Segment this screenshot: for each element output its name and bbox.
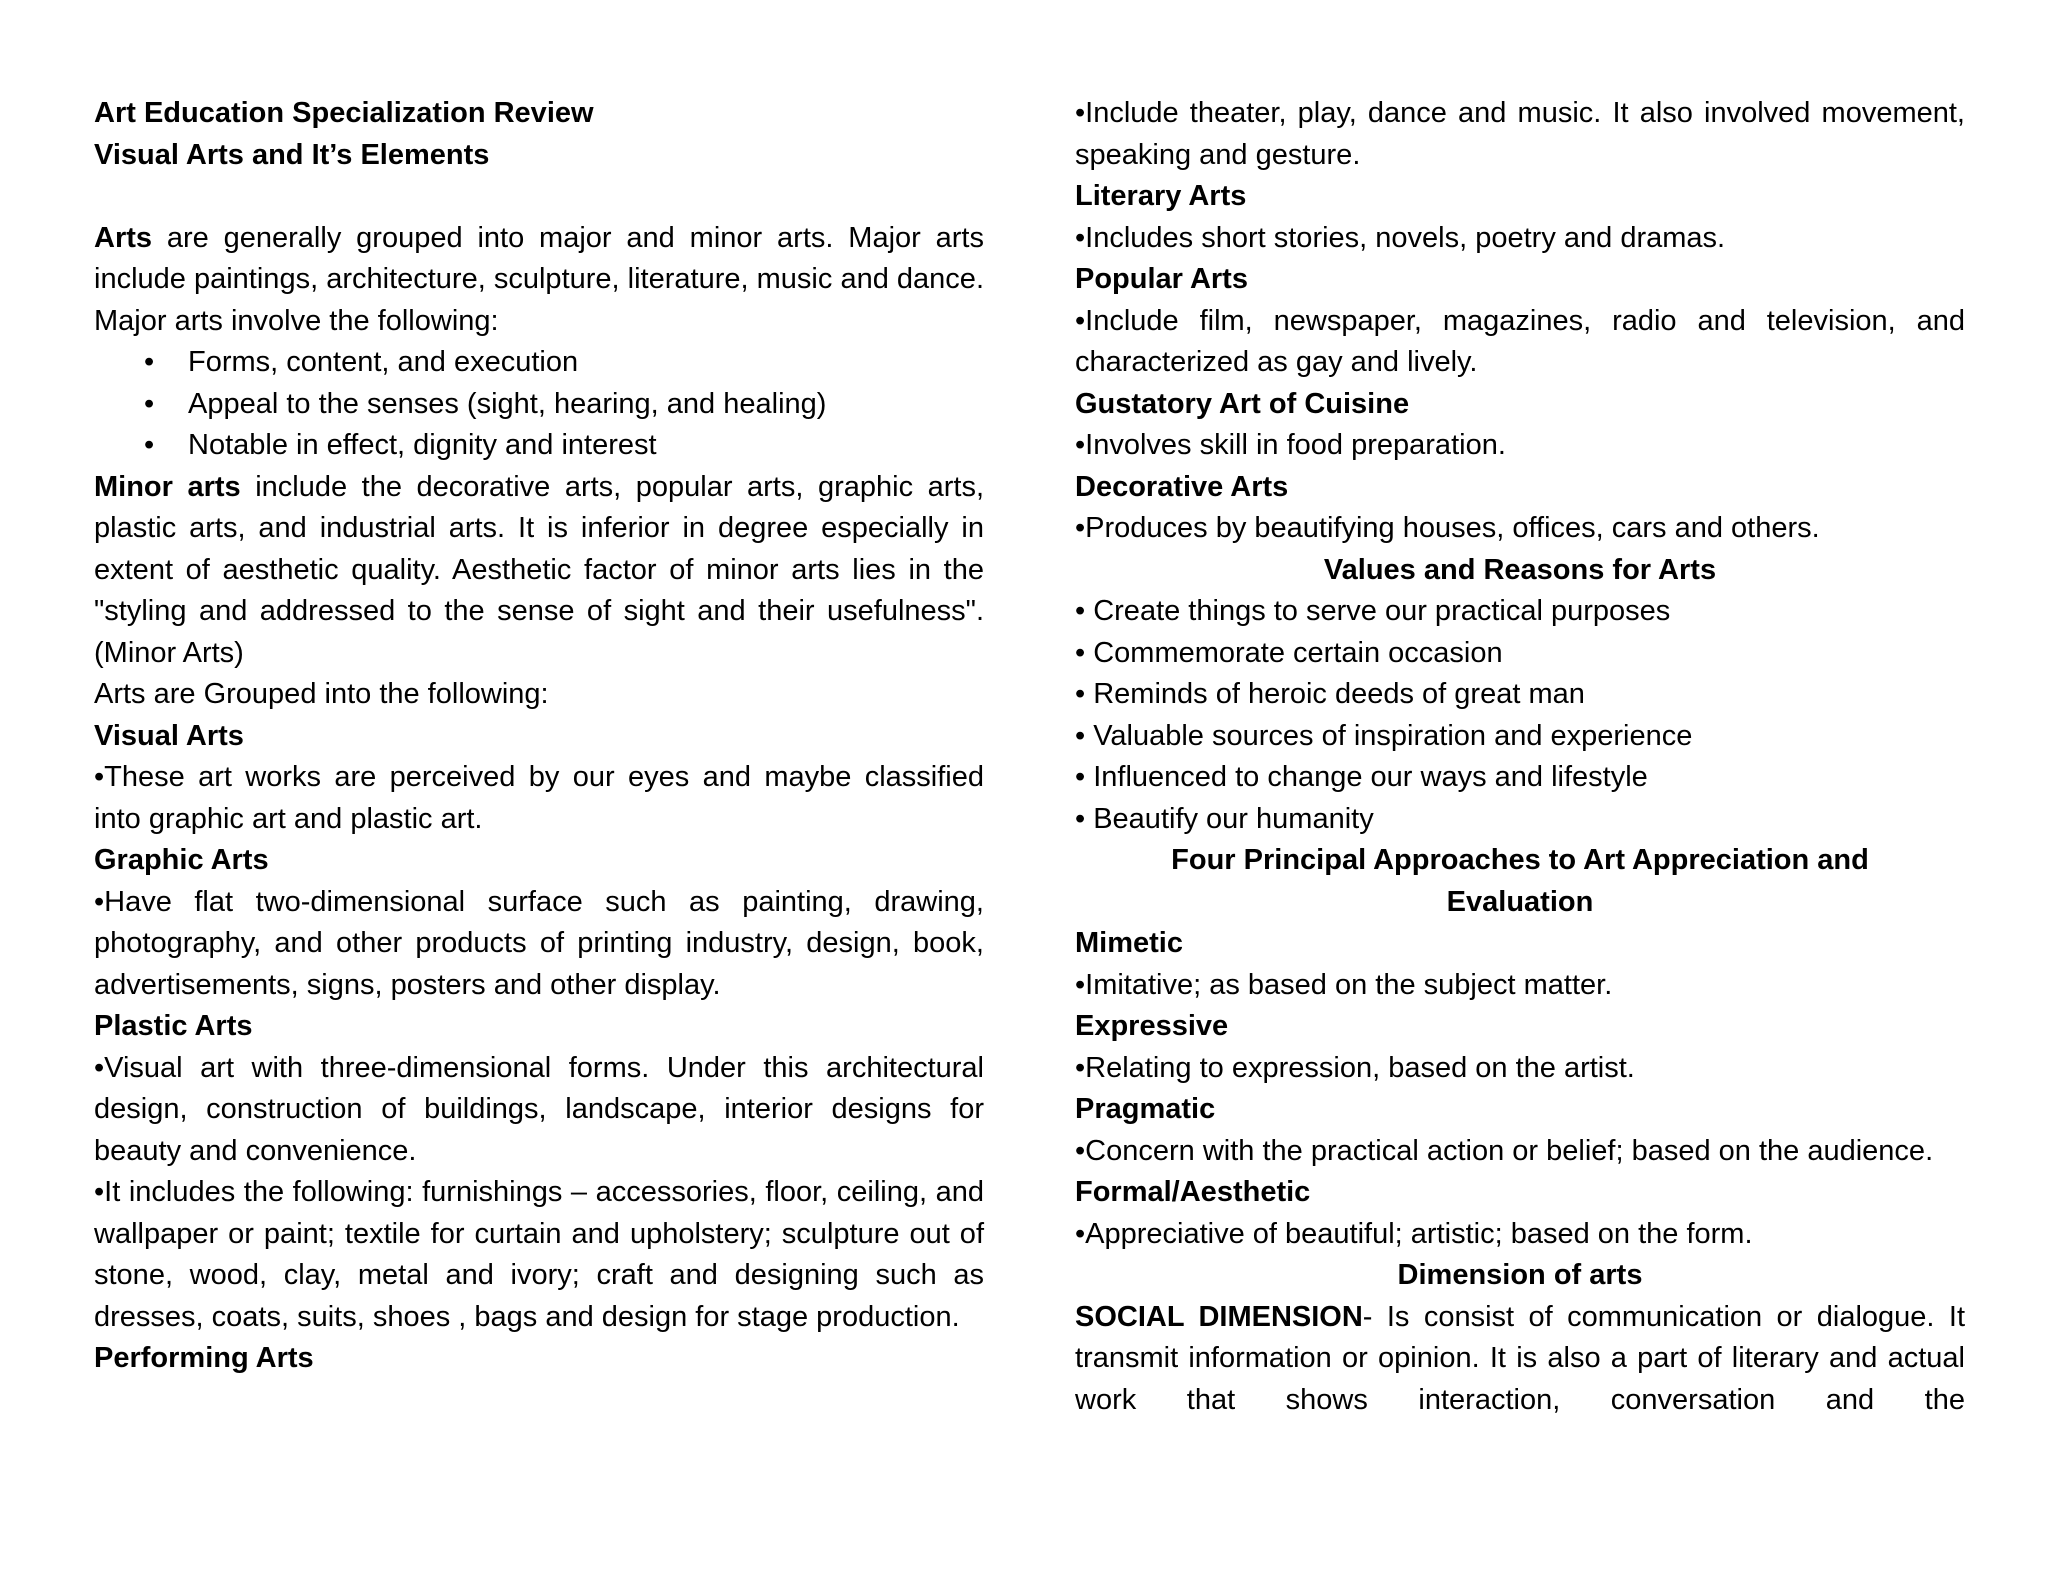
graphic-arts-text: •Have flat two-dimensional surface such as painting, drawing, photography, and other products of printing industry, design, book, advertisements, signs, posters and other display. (94, 885, 984, 1001)
list-item: • Forms, content, and execution (94, 342, 984, 384)
gustatory-arts-heading: Gustatory Art of Cuisine (1075, 387, 1410, 420)
graphic-arts-heading: Graphic Arts (94, 844, 269, 876)
formal-aesthetic-text: •Appreciative of beautiful; artistic; based on the form. (1075, 1217, 1753, 1250)
minor-arts-paragraph (94, 467, 984, 675)
plastic-arts-text-1: •Visual art with three-dimensional forms. Under this architectural design, construction of buildings, landscape, interior designs for beauty and convenience. (94, 1051, 984, 1167)
plastic-arts-heading: Plastic Arts (94, 1010, 253, 1042)
popular-arts-heading: Popular Arts (1075, 263, 1248, 295)
right-column (1075, 93, 1965, 1421)
major-arts-list (94, 342, 984, 467)
expressive-text: •Relating to expression, based on the artist. (1075, 1051, 1635, 1084)
spacer (94, 176, 984, 218)
social-dimension-term: SOCIAL DIMENSION (1075, 1300, 1363, 1333)
grouped-line: Arts are Grouped into the following: (94, 678, 549, 710)
arts-term: Arts (94, 221, 153, 254)
approaches-heading: Four Principal Approaches to Art Appreciation and Evaluation (1171, 844, 1869, 918)
document-subtitle: Visual Arts and It’s Elements (94, 138, 490, 171)
performing-arts-text: •Include theater, play, dance and music. It also involved movement, speaking and gesture. (1075, 97, 1965, 171)
minor-arts-term: Minor arts (94, 470, 241, 503)
plastic-arts-text-2: •It includes the following: furnishings – accessories, floor, ceiling, and wallpaper or paint; textile for curtain and upholstery; sculpture out of stone, wood, clay, metal and ivory; craft and designing such as dresses, coats, suits, shoes , bags and design for stage production. (94, 1176, 984, 1333)
values-item: • Beautify our humanity (1075, 802, 1374, 835)
literary-arts-text: •Includes short stories, novels, poetry and dramas. (1075, 221, 1726, 254)
popular-arts-text: •Include film, newspaper, magazines, radio and television, and characterized as gay and lively. (1075, 304, 1965, 378)
visual-arts-heading: Visual Arts (94, 719, 244, 752)
values-item: • Create things to serve our practical purposes (1075, 595, 1671, 627)
expressive-heading: Expressive (1075, 1010, 1229, 1042)
mimetic-text: •Imitative; as based on the subject matter. (1075, 968, 1613, 1001)
gustatory-arts-text: •Involves skill in food preparation. (1075, 429, 1506, 461)
list-item: • Appeal to the senses (sight, hearing, and healing) (94, 384, 984, 426)
social-dimension-text: - Is consist of communication or dialogue. It transmit information or opinion. It is also a part of literary and actual work that shows interaction, conversation and the (1075, 1300, 1965, 1416)
literary-arts-heading: Literary Arts (1075, 180, 1247, 212)
pragmatic-heading: Pragmatic (1075, 1093, 1216, 1125)
arts-intro-paragraph (94, 218, 984, 343)
visual-arts-text: •These art works are perceived by our eyes and maybe classified into graphic art and plastic art. (94, 761, 984, 835)
document-title: Art Education Specialization Review (94, 97, 594, 129)
values-heading: Values and Reasons for Arts (1323, 553, 1717, 586)
minor-arts-text: include the decorative arts, popular arts, graphic arts, plastic arts, and industrial arts. It is inferior in degree especially in extent of aesthetic quality. Aesthetic factor of minor arts lies in the "styling and addressed to the sense of sight and their usefulness". (Minor Arts) (94, 470, 985, 669)
formal-aesthetic-heading: Formal/Aesthetic (1075, 1176, 1311, 1208)
dimension-heading: Dimension of arts (1397, 1259, 1643, 1291)
decorative-arts-heading: Decorative Arts (1075, 470, 1289, 503)
values-item: • Valuable sources of inspiration and experience (1075, 719, 1693, 752)
performing-arts-heading: Performing Arts (94, 1342, 314, 1374)
values-item: • Influenced to change our ways and lifestyle (1075, 761, 1648, 793)
mimetic-heading: Mimetic (1075, 927, 1183, 959)
left-column (94, 93, 984, 1380)
pragmatic-text: •Concern with the practical action or belief; based on the audience. (1075, 1134, 1934, 1167)
arts-intro-text: are generally grouped into major and minor arts. Major arts include paintings, architecture, sculpture, literature, music and dance. Major arts involve the following: (94, 221, 984, 337)
list-item: • Notable in effect, dignity and interest (94, 425, 984, 467)
values-item: • Reminds of heroic deeds of great man (1075, 678, 1585, 710)
social-dimension-paragraph (1075, 1297, 1965, 1422)
values-item: • Commemorate certain occasion (1075, 636, 1503, 669)
decorative-arts-text: •Produces by beautifying houses, offices, cars and others. (1075, 512, 1820, 544)
